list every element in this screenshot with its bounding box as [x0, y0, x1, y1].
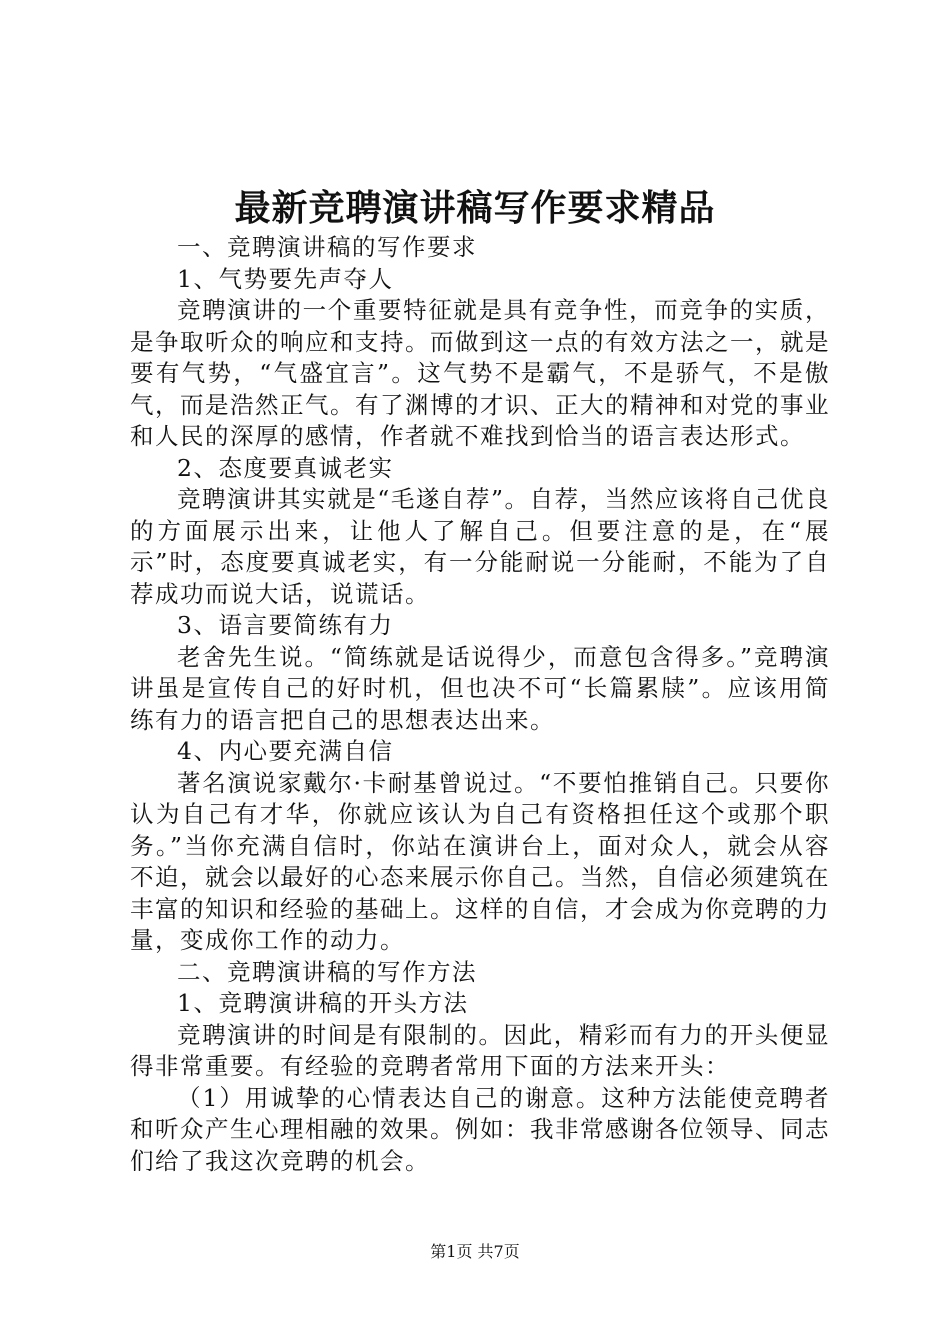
- subsection-heading: 4、内心要充满自信: [177, 737, 394, 765]
- subsection-heading: 1、气势要先声夺人: [177, 264, 394, 293]
- body-paragraph: 竞聘演讲的时间是有限制的。因此，精彩而有力的开头便显得非常重要。有经验的竞聘者常用下面的方法来开头：: [130, 1020, 830, 1080]
- body-paragraph: 老舍先生说。“简练就是话说得少，而意包含得多。”竞聘演讲虽是宣传自己的好时机，但也决不可“长篇累牍”。应该用简练有力的语言把自己的思想表达出来。: [130, 642, 830, 734]
- subsection-heading: 3、语言要简练有力: [177, 611, 394, 639]
- body-paragraph: 竞聘演讲的一个重要特征就是具有竞争性，而竞争的实质，是争取听众的响应和支持。而做到这一点的有效方法之一，就是要有气势，“气盛宜言”。这气势不是霸气，不是骄气，不是傲气，而是浩然正气。有了渊博的才识、正大的精神和对党的事业和人民的深厚的感情，作者就不难找到恰当的语言表达形式。: [130, 296, 830, 450]
- page-footer: 第1页 共7页: [430, 1242, 520, 1261]
- body-paragraph: 著名演说家戴尔·卡耐基曾说过。“不要怕推销自己。只要你认为自己有才华，你就应该认为自己有资格担任这个或那个职务。”当你充满自信时，你站在演讲台上，面对众人，就会从容不迫，就会以最好的心态来展示你自己。当然，自信必须建筑在丰富的知识和经验的基础上。这样的自信，才会成为你竞聘的力量，变成你工作的动力。: [130, 768, 830, 954]
- body-paragraph: 竞聘演讲其实就是“毛遂自荐”。自荐，当然应该将自己优良的方面展示出来，让他人了解自己。但要注意的是，在“展示”时，态度要真诚老实，有一分能耐说一分能耐，不能为了自荐成功而说大话，说谎话。: [130, 485, 830, 608]
- document-title: 最新竞聘演讲稿写作要求精品: [234, 187, 716, 229]
- subsection-heading: 2、态度要真诚老实: [177, 453, 394, 482]
- document-body: [130, 232, 830, 1177]
- section-heading: 一、竞聘演讲稿的写作要求: [177, 233, 477, 261]
- section-heading: 二、竞聘演讲稿的写作方法: [177, 957, 477, 986]
- body-paragraph: （1）用诚挚的心情表达自己的谢意。这种方法能使竞聘者和听众产生心理相融的效果。例如：我非常感谢各位领导、同志们给了我这次竞聘的机会。: [130, 1083, 830, 1175]
- subsection-heading: 1、竞聘演讲稿的开头方法: [177, 989, 469, 1017]
